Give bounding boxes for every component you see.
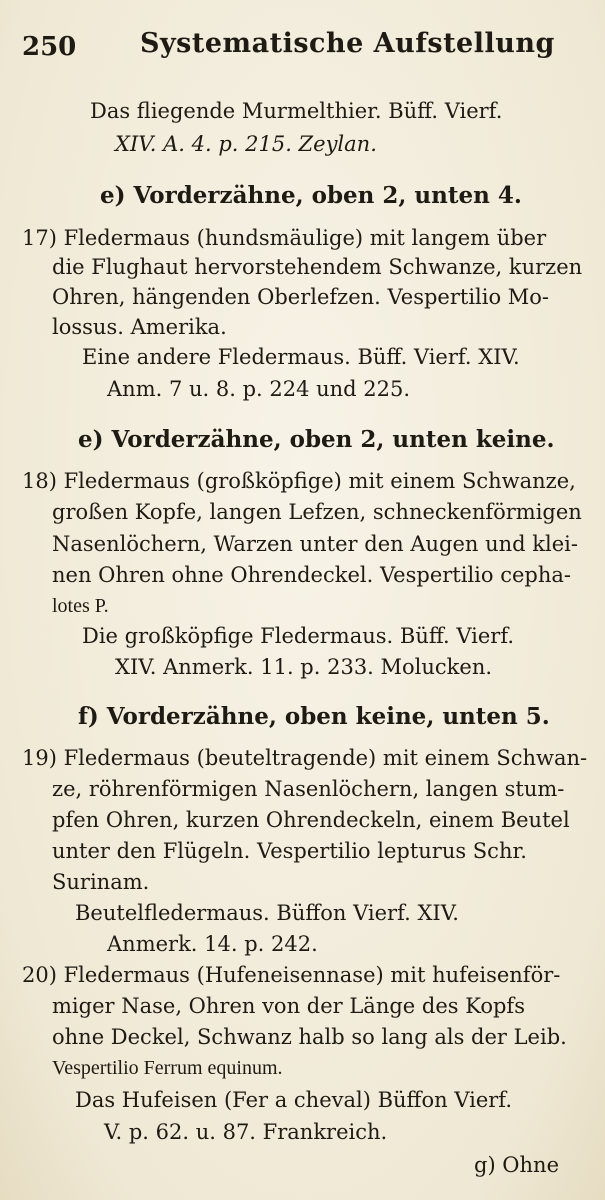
text-line: 19) Fledermaus (beuteltragende) mit einem Schwan- — [22, 746, 588, 770]
section-heading: e) Vorderzähne, oben 2, unten 4. — [100, 182, 522, 209]
text-line: unter den Flügeln. Vespertilio lepturus Schr. — [52, 839, 527, 863]
text-line: Das fliegende Murmelthier. Büff. Vierf. — [90, 99, 503, 123]
text-line: 20) Fledermaus (Hufeneisennase) mit hufeisenför- — [22, 963, 561, 987]
text-line: Beutelfledermaus. Büffon Vierf. XIV. — [75, 901, 459, 925]
page-number: 250 — [22, 32, 77, 62]
section-heading: f) Vorderzähne, oben keine, unten 5. — [78, 703, 550, 730]
text-line: nen Ohren ohne Ohrendeckel. Vespertilio cepha- — [52, 563, 571, 587]
text-line: Nasenlöchern, Warzen unter den Augen und klei- — [52, 532, 578, 556]
text-line: 18) Fledermaus (großköpfige) mit einem Schwanze, — [22, 469, 576, 493]
text-line: XIV. Anmerk. 11. p. 233. Molucken. — [115, 655, 493, 679]
section-heading: e) Vorderzähne, oben 2, unten keine. — [78, 426, 555, 453]
text-line: Ohren, hängenden Oberlefzen. Vespertilio Mo- — [52, 285, 550, 309]
catchword: g) Ohne — [474, 1153, 560, 1177]
text-line: Anm. 7 u. 8. p. 224 und 225. — [107, 377, 411, 401]
running-title: Systematische Aufstellung — [140, 28, 555, 59]
text-line: XIV. A. 4. p. 215. Zeylan. — [115, 132, 377, 156]
text-line: miger Nase, Ohren von der Länge des Kopfs — [52, 994, 525, 1018]
text-line: die Flughaut hervorstehendem Schwanze, kurzen — [52, 255, 583, 279]
text-line: großen Kopfe, langen Lefzen, schneckenförmigen — [52, 500, 582, 524]
text-line: lossus. Amerika. — [52, 315, 227, 339]
text-line: ze, röhrenförmigen Nasenlöchern, langen stum- — [52, 777, 565, 801]
text-line: 17) Fledermaus (hundsmäulige) mit langem über — [22, 226, 547, 250]
text-line: V. p. 62. u. 87. Frankreich. — [104, 1120, 388, 1144]
text-line: Eine andere Fledermaus. Büff. Vierf. XIV. — [82, 345, 520, 369]
text-line: Surinam. — [52, 870, 150, 894]
text-line: ohne Deckel, Schwanz halb so lang als der Leib. — [52, 1025, 567, 1049]
text-line: Die großköpfige Fledermaus. Büff. Vierf. — [82, 624, 515, 648]
text-line: lotes P. — [52, 595, 109, 617]
text-line: pfen Ohren, kurzen Ohrendeckeln, einem Beutel — [52, 808, 570, 832]
text-line: Anmerk. 14. p. 242. — [107, 932, 318, 956]
text-line: Vespertilio Ferrum equinum. — [52, 1057, 283, 1079]
text-line: Das Hufeisen (Fer a cheval) Büffon Vierf. — [75, 1088, 513, 1112]
